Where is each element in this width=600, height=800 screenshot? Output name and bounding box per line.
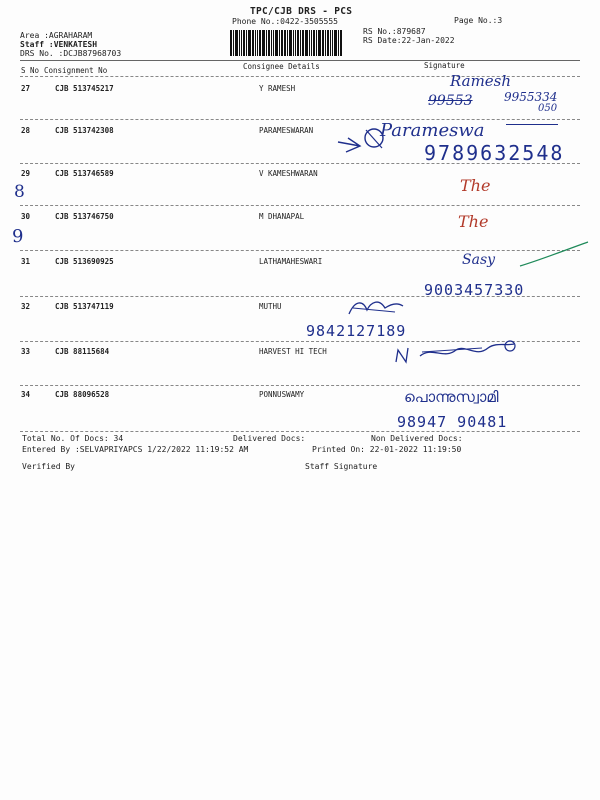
entered-by: Entered By :SELVAPRIYAPCS 1/22/2022 11:19:52 AM xyxy=(22,445,249,454)
barcode xyxy=(230,30,358,56)
handwritten-phone: 98947 90481 xyxy=(397,413,508,431)
row-consignee: MUTHU xyxy=(259,302,282,311)
handwritten-mark: 9 xyxy=(12,226,24,247)
row-sno: 34 xyxy=(21,390,31,399)
row-consignee: PONNUSWAMY xyxy=(259,390,305,399)
drs-number: DRS No. :DCJB87968703 xyxy=(20,49,122,58)
handwritten-mark: 8 xyxy=(14,182,25,202)
row-consignment-no: CJB 513742308 xyxy=(55,126,114,135)
row-divider xyxy=(20,205,580,206)
page-number: Page No.:3 xyxy=(454,16,503,25)
row-sno: 30 xyxy=(21,212,31,221)
col-sno: S No xyxy=(21,66,40,75)
handwritten-scribble xyxy=(345,296,405,320)
row-sno: 28 xyxy=(21,126,31,135)
row-divider xyxy=(20,296,580,297)
handwritten-signature: പൊന്നുസ്വാമി xyxy=(404,388,499,406)
green-stroke xyxy=(520,238,590,268)
total-docs: Total No. Of Docs: 34 xyxy=(22,434,124,443)
table-row xyxy=(20,302,580,314)
row-sno: 31 xyxy=(21,257,31,266)
row-consignee: HARVEST HI TECH xyxy=(259,347,327,356)
handwritten-signature: Parameswa xyxy=(380,120,485,141)
non-delivered-docs: Non Delivered Docs: xyxy=(371,434,463,443)
row-divider xyxy=(20,163,580,164)
handwritten-signature-scribble xyxy=(392,336,522,368)
row-consignee: PARAMESWARAN xyxy=(259,126,314,135)
row-consignee: Y RAMESH xyxy=(259,84,296,93)
printed-on: Printed On: 22-01-2022 11:19:50 xyxy=(312,445,462,454)
row-consignee: LATHAMAHESWARI xyxy=(259,257,323,266)
row-divider xyxy=(20,250,580,251)
row-consignee: V KAMESHWARAN xyxy=(259,169,318,178)
row-divider xyxy=(20,119,580,120)
row-sno: 33 xyxy=(21,347,31,356)
handwritten-phone: 9789632548 xyxy=(424,141,565,165)
row-consignment-no: CJB 513690925 xyxy=(55,257,114,266)
rs-number: RS No.:879687 xyxy=(363,27,426,36)
row-divider xyxy=(20,385,580,386)
col-consignment: Consignment No xyxy=(44,66,108,75)
handwritten-phone-suffix: 050 xyxy=(538,103,558,114)
col-signature: Signature xyxy=(424,61,465,70)
row-consignment-no: CJB 513746589 xyxy=(55,169,114,178)
handwritten-phone: 9955334 xyxy=(504,90,558,104)
row-consignment-no: CJB 88096528 xyxy=(55,390,110,399)
row-sno: 27 xyxy=(21,84,31,93)
col-consignee: Consignee Details xyxy=(243,62,320,71)
table-row xyxy=(20,212,580,224)
header-divider xyxy=(20,60,580,61)
row-consignment-no: CJB 513747119 xyxy=(55,302,114,311)
row-consignment-no: CJB 513745217 xyxy=(55,84,114,93)
staff-label: Staff :VENKATESH xyxy=(20,40,98,49)
delivered-docs: Delivered Docs: xyxy=(233,434,306,443)
row-consignment-no: CJB 513746750 xyxy=(55,212,114,221)
verified-by: Verified By xyxy=(22,462,75,471)
staff-signature: Staff Signature xyxy=(305,462,378,471)
row-sno: 32 xyxy=(21,302,31,311)
rs-date: RS Date:22-Jan-2022 xyxy=(363,36,455,45)
report-title: TPC/CJB DRS - PCS xyxy=(250,6,353,17)
row-consignee: M DHANAPAL xyxy=(259,212,305,221)
table-row xyxy=(20,257,580,269)
signature-underline xyxy=(506,124,558,125)
table-row xyxy=(20,126,580,138)
row-divider xyxy=(20,431,580,432)
handwritten-signature: Sasy xyxy=(462,252,496,268)
handwritten-phone: 9003457330 xyxy=(424,281,525,299)
phone-number: Phone No.:0422-3505555 xyxy=(232,17,338,26)
handwritten-phone: 9842127189 xyxy=(306,322,407,340)
area-label: Area :AGRAHARAM xyxy=(20,31,93,40)
row-sno: 29 xyxy=(21,169,31,178)
handwritten-signature: The xyxy=(458,212,489,231)
handwritten-signature: The xyxy=(460,176,491,195)
table-row xyxy=(20,169,580,181)
row-consignment-no: CJB 88115684 xyxy=(55,347,110,356)
handwritten-phone-struck: 99553 xyxy=(428,93,473,109)
handwritten-signature: Ramesh xyxy=(450,72,512,90)
